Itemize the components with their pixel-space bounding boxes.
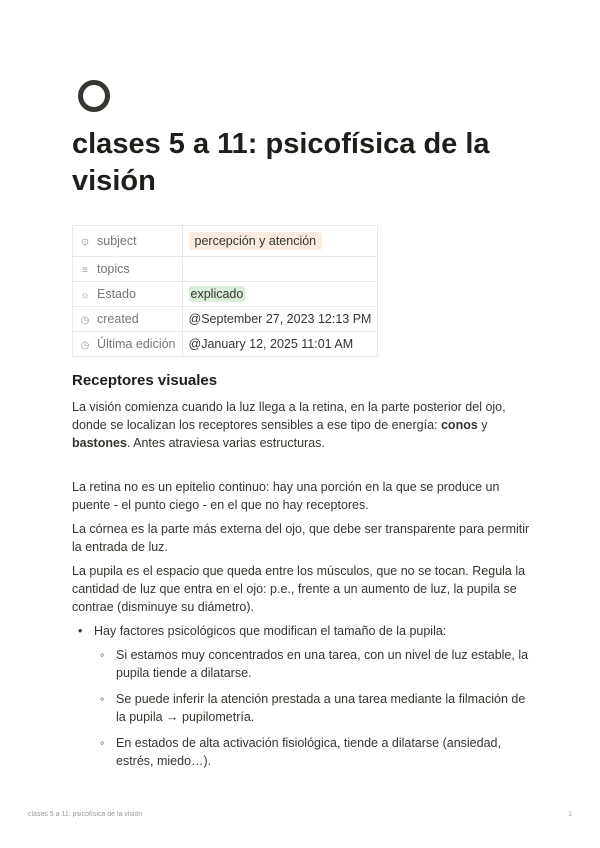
section-heading: Receptores visuales (72, 372, 218, 389)
property-row-ultima-edicion[interactable] (73, 332, 378, 357)
list-item: • Hay factores psicológicos que modifican el tamaño de la pupila: ◦ Si estamos muy concentrados en una tarea, con un nivel de luz estable, la pupila tiende a dilatarse. ◦ Se puede inferir la atención prestada a una tarea mediante la filmación de la pupila → pupilometría. ◦ En estados de alta activación fisiológica, tiende a dilatarse (ansiedad, estrés, miedo…). (72, 622, 530, 770)
page-circle-icon (78, 80, 110, 112)
property-key: Última edición (97, 337, 176, 351)
paragraph: La retina no es un epitelio continuo: hay una porción en la que se produce un puente - el punto ciego - en el que no hay receptores. (72, 480, 500, 512)
bullet-list (72, 622, 530, 770)
list-item: ◦ Se puede inferir la atención prestada a una tarea mediante la filmación de la pupila → pupilometría. (94, 690, 530, 726)
paragraph: La visión comienza cuando la luz llega a la retina, en la parte posterior del ojo, donde se localizan los receptores sensibles a ese tipo de energía: conos y bastones. Antes atraviesa varias estructuras. (72, 400, 506, 450)
nested-bullet-list (94, 646, 530, 770)
status-tag: explicado (190, 287, 244, 301)
paragraph: La córnea es la parte más externa del ojo, que debe ser transparente para permitir la entrada de luz. (72, 522, 530, 554)
status-icon: ☼ (80, 290, 90, 301)
last-edited-value: @January 12, 2025 11:01 AM (182, 332, 378, 357)
created-value: @September 27, 2023 12:13 PM (182, 307, 378, 332)
bold-term: conos (440, 418, 478, 432)
topics-value[interactable] (182, 257, 378, 282)
select-icon: ⊙ (80, 237, 90, 248)
property-row-estado[interactable] (73, 282, 378, 307)
list-icon: ≡ (82, 265, 88, 276)
clock-icon: ◷ (80, 315, 90, 326)
empty-block (72, 458, 530, 478)
page-number: 1 (568, 811, 572, 818)
property-key: topics (97, 262, 130, 276)
paragraph: La pupila es el espacio que queda entre los músculos, que no se tocan. Regula la cantidad de luz que entra en el ojo: p.e., frente a un aumento de luz, la pupila se contrae (disminuye su diámetro). (72, 564, 526, 614)
bold-term: bastones (72, 436, 127, 450)
property-row-topics[interactable] (73, 257, 378, 282)
properties-table (72, 225, 378, 357)
property-key: created (97, 312, 139, 326)
page-content (72, 370, 530, 778)
subject-tag: percepción y atención (189, 232, 323, 250)
property-row-created[interactable] (73, 307, 378, 332)
footer-title: clases 5 a 11: psicofísica de la visión (28, 811, 143, 818)
clock-icon: ◷ (80, 340, 90, 351)
property-row-subject[interactable] (73, 226, 378, 257)
page-title: clases 5 a 11: psicofísica de la visión (72, 128, 490, 197)
list-item: ◦ Si estamos muy concentrados en una tarea, con un nivel de luz estable, la pupila tiende a dilatarse. (94, 646, 530, 682)
property-key: Estado (97, 287, 136, 301)
property-key: subject (97, 234, 137, 248)
page-footer (28, 811, 572, 818)
list-item: ◦ En estados de alta activación fisiológica, tiende a dilatarse (ansiedad, estrés, miedo…). (94, 734, 530, 770)
